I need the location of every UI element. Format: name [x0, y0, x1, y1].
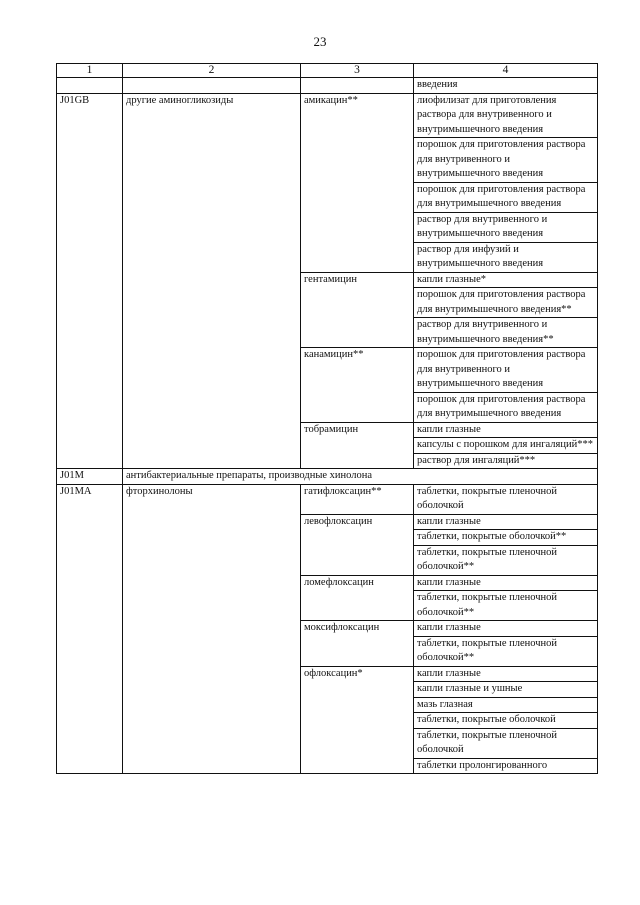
- drug-name-cell: [301, 78, 414, 94]
- dosage-form-cell: таблетки, покрытые пленочной оболочкой**: [414, 545, 598, 575]
- dosage-form-cell: порошок для приготовления раствора для внутримышечного введения: [414, 182, 598, 212]
- dosage-form-cell: капли глазные и ушные: [414, 682, 598, 698]
- atc-code-cell: J01GB: [57, 93, 123, 469]
- drug-name-cell: ломефлоксацин: [301, 575, 414, 621]
- group-name-cell: фторхинолоны: [123, 484, 301, 774]
- atc-code-cell: J01M: [57, 469, 123, 485]
- dosage-form-cell: капсулы с порошком для ингаляций***: [414, 438, 598, 454]
- drug-name-cell: канамицин**: [301, 348, 414, 423]
- group-name-cell: антибактериальные препараты, производные хинолона: [123, 469, 598, 485]
- dosage-form-cell: капли глазные: [414, 621, 598, 637]
- dosage-form-cell: порошок для приготовления раствора для внутривенного и внутримышечного введения: [414, 348, 598, 393]
- dosage-form-cell: мазь глазная: [414, 697, 598, 713]
- dosage-form-cell: раствор для внутривенного и внутримышечного введения: [414, 212, 598, 242]
- table-row: [57, 78, 598, 94]
- drug-name-cell: тобрамицин: [301, 422, 414, 469]
- group-name-cell: другие аминогликозиды: [123, 93, 301, 469]
- dosage-form-cell: порошок для приготовления раствора для внутримышечного введения**: [414, 288, 598, 318]
- table-body: [57, 78, 598, 774]
- table-row: [57, 469, 598, 485]
- column-header: 1: [57, 64, 123, 78]
- drug-name-cell: левофлоксацин: [301, 514, 414, 575]
- drug-table: [56, 63, 598, 774]
- atc-code-cell: [57, 78, 123, 94]
- dosage-form-cell: лиофилизат для приготовления раствора для внутривенного и внутримышечного введения: [414, 93, 598, 138]
- dosage-form-cell: раствор для ингаляций***: [414, 453, 598, 469]
- column-header: 4: [414, 64, 598, 78]
- page-number: 23: [313, 34, 327, 49]
- dosage-form-cell: таблетки, покрытые пленочной оболочкой: [414, 728, 598, 758]
- atc-code-cell: J01MA: [57, 484, 123, 774]
- dosage-form-cell: капли глазные: [414, 666, 598, 682]
- dosage-form-cell: таблетки, покрытые пленочной оболочкой: [414, 484, 598, 514]
- dosage-form-cell: капли глазные: [414, 422, 598, 438]
- dosage-form-cell: таблетки, покрытые пленочной оболочкой**: [414, 591, 598, 621]
- dosage-form-cell: раствор для внутривенного и внутримышечного введения**: [414, 318, 598, 348]
- drug-name-cell: гатифлоксацин**: [301, 484, 414, 514]
- dosage-form-cell: таблетки, покрытые оболочкой: [414, 713, 598, 729]
- table-row: [57, 484, 598, 514]
- column-header: 3: [301, 64, 414, 78]
- dosage-form-cell: капли глазные: [414, 514, 598, 530]
- dosage-form-cell: таблетки, покрытые оболочкой**: [414, 530, 598, 546]
- dosage-form-cell: порошок для приготовления раствора для внутривенного и внутримышечного введения: [414, 138, 598, 183]
- header-row: [57, 64, 598, 78]
- dosage-form-cell: таблетки, покрытые пленочной оболочкой**: [414, 636, 598, 666]
- column-header: 2: [123, 64, 301, 78]
- dosage-form-cell: введения: [414, 78, 598, 94]
- drug-name-cell: офлоксацин*: [301, 666, 414, 774]
- drug-name-cell: гентамицин: [301, 272, 414, 348]
- dosage-form-cell: капли глазные*: [414, 272, 598, 288]
- table-row: [57, 93, 598, 138]
- group-name-cell: [123, 78, 301, 94]
- dosage-form-cell: капли глазные: [414, 575, 598, 591]
- dosage-form-cell: порошок для приготовления раствора для внутримышечного введения: [414, 392, 598, 422]
- drug-name-cell: моксифлоксацин: [301, 621, 414, 667]
- dosage-form-cell: таблетки пролонгированного: [414, 758, 598, 774]
- dosage-form-cell: раствор для инфузий и внутримышечного введения: [414, 242, 598, 272]
- drug-name-cell: амикацин**: [301, 93, 414, 272]
